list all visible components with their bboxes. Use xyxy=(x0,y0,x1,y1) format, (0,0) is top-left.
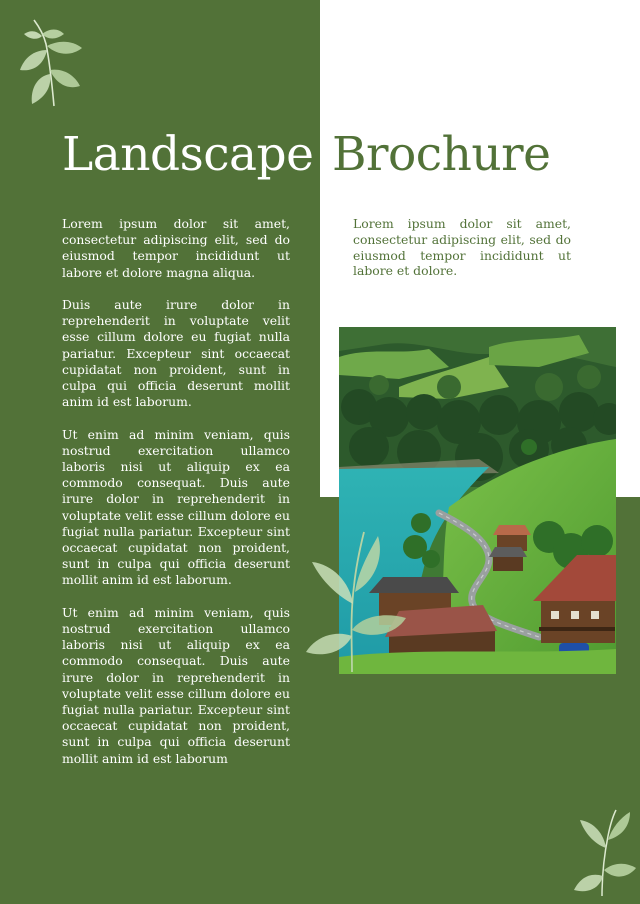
leaf-sprig-icon xyxy=(16,14,88,110)
body-text-column xyxy=(62,216,290,783)
body-paragraph-3: Ut enim ad minim veniam, quis nostrud exercitation ullamco laboris nisi ut aliquip ex ea commodo consequat. Duis aute irure dolor in reprehenderit in voluptate velit esse cillum dolore eu fugiat nulla pariatur. Excepteur sint occaecat cupidatat non proident, sunt in culpa qui officia deserunt mollit anim id est laborum. xyxy=(62,426,290,588)
title-word-brochure: Brochure xyxy=(332,127,551,182)
body-paragraph-4: Ut enim ad minim veniam, quis nostrud exercitation ullamco laboris nisi ut aliquip ex ea commodo consequat. Duis aute irure dolor in reprehenderit in voluptate velit esse cillum dolore eu fugiat nulla pariatur. Excepteur sint occaecat cupidatat non proident, sunt in culpa qui officia deserunt mollit anim id est laborum xyxy=(62,604,290,766)
leaf-sprig-icon xyxy=(572,806,638,898)
intro-text: Lorem ipsum dolor sit amet, consectetur adipiscing elit, sed do eiusmod tempor incididunt ut labore et dolore. xyxy=(353,216,571,279)
body-paragraph-2: Duis aute irure dolor in reprehenderit in voluptate velit esse cillum dolore eu fugiat nulla pariatur. Excepteur sint occaecat cupidatat non proident, sunt in culpa qui officia deserunt mollit anim id est laborum. xyxy=(62,297,290,410)
title-word-landscape: Landscape xyxy=(62,127,314,182)
leaf-branch-icon xyxy=(302,526,412,676)
body-paragraph-1: Lorem ipsum dolor sit amet, consectetur adipiscing elit, sed do eiusmod tempor incididunt ut labore et dolore magna aliqua. xyxy=(62,216,290,280)
